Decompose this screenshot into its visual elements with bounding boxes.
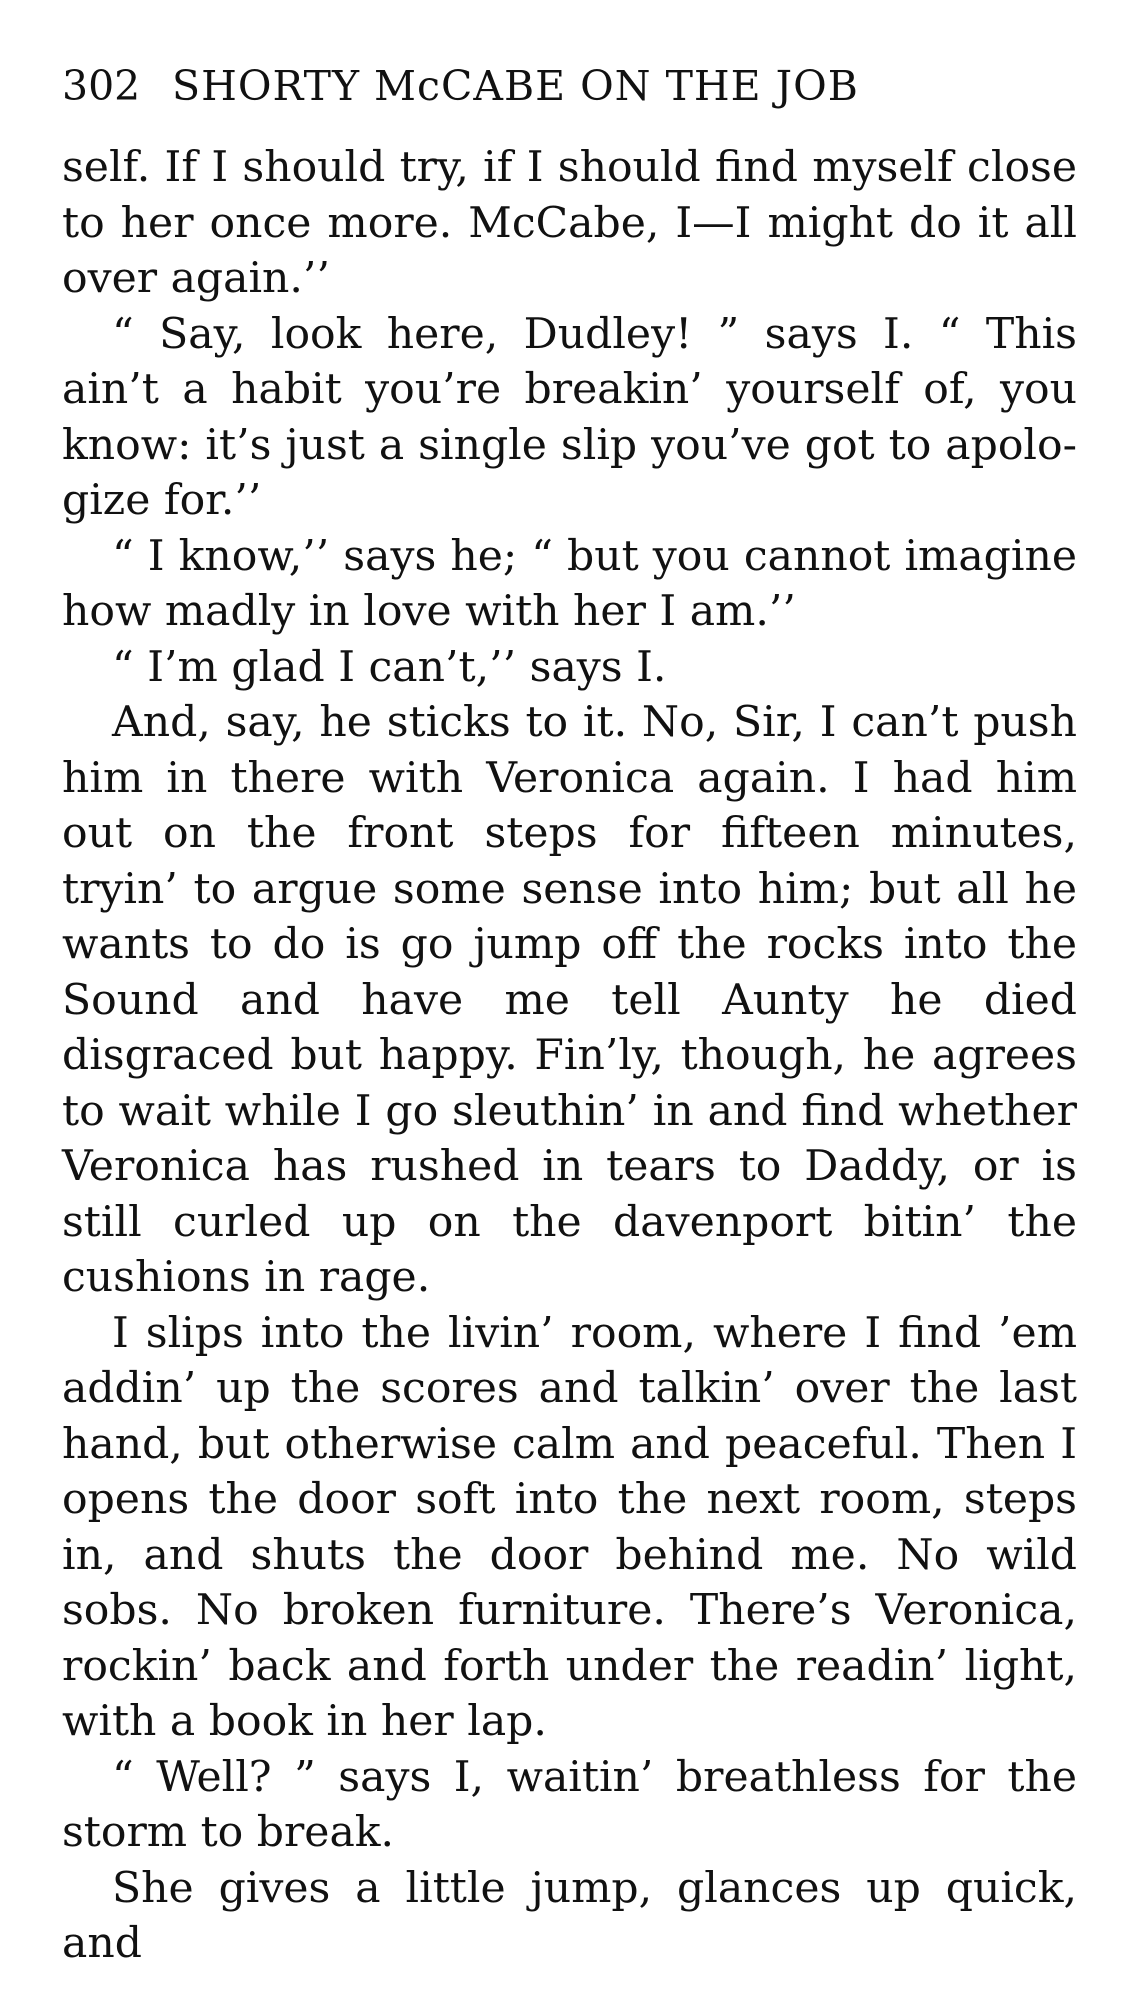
- book-page: [62, 52, 1077, 1972]
- paragraph: “ I know,’’ says he; “ but you cannot imagine how madly in love with her I am.’’: [62, 531, 1077, 636]
- paragraph: She gives a little jump, glances up quick, and: [62, 1863, 1077, 1968]
- page-number: 302: [62, 62, 141, 110]
- paragraph: self. If I should try, if I should find myself close to her once more. McCabe, I—I might do it all over again.’’: [62, 143, 1077, 303]
- paragraph: “ Well? ” says I, waitin’ breathless for the storm to break.: [62, 1752, 1077, 1857]
- paragraph: I slips into the livin’ room, where I find ’em addin’ up the scores and talkin’ over the last hand, but otherwise calm and peaceful. Then I opens the door soft into the next room, steps in, and shuts the door behind me. No wild sobs. No broken furniture. There’s Veronica, rockin’ back and forth under the readin’ light, with a book in her lap.: [62, 1308, 1077, 1746]
- body-text: [62, 140, 1077, 1972]
- paragraph: And, say, he sticks to it. No, Sir, I can’t push him in there with Veronica again. I had him out on the front steps for fifteen minutes, tryin’ to argue some sense into him; but all he wants to do is go jump off the rocks into the Sound and have me tell Aunty he died disgraced but happy. Fin’ly, though, he agrees to wait while I go sleuthin’ in and find whether Veronica has rushed in tears to Daddy, or is still curled up on the davenport bitin’ the cushions in rage.: [62, 698, 1077, 1302]
- running-header: [62, 52, 1077, 120]
- paragraph: “ Say, look here, Dudley! ” says I. “ This ain’t a habit you’re breakin’ yourself of, you know: it’s just a single slip you’ve got to apologize for.’’: [62, 309, 1077, 525]
- paragraph: “ I’m glad I can’t,’’ says I.: [112, 642, 667, 692]
- running-title: SHORTY McCABE ON THE JOB: [172, 62, 859, 110]
